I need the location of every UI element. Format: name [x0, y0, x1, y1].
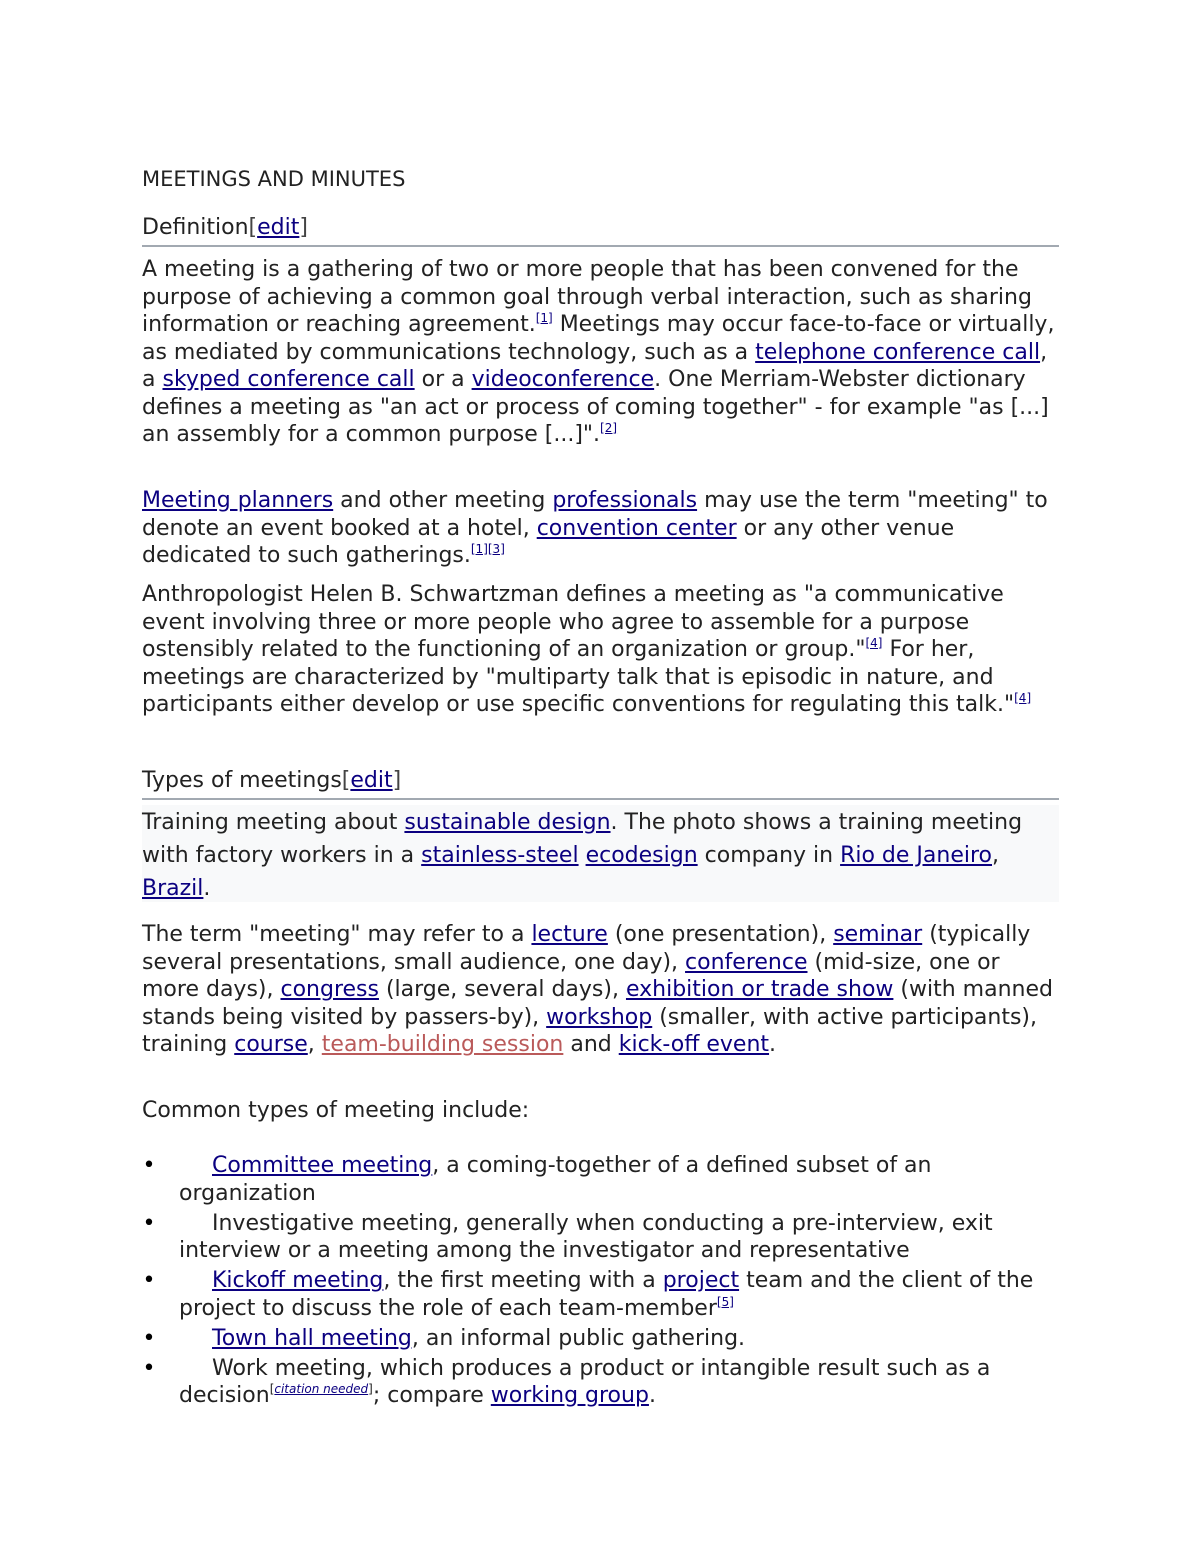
link-rio-de-janeiro[interactable]: Rio de Janeiro [840, 843, 993, 868]
list-item: • Investigative meeting, generally when conducting a pre-interview, exit interview or a meeting among the investigator and representative [142, 1210, 993, 1263]
link-committee-meeting[interactable]: Committee meeting [212, 1153, 433, 1178]
link-town-hall-meeting[interactable]: Town hall meeting [212, 1325, 412, 1351]
types-paragraph: The term "meeting" may refer to a lecture (one presentation), seminar (typically several presentations, small audience, one day), conference (mid-size, one or more days), congress (large, several days), exhibition or trade show (with manned stands being visited by passers-by), workshop (smaller, with active participants), training course, team-building session and kick-off event. [142, 922, 1053, 1057]
list-item: • Work meeting, which produces a product or intangible result such as a decision[citation needed]; compare working group. [142, 1355, 991, 1408]
citation-ref[interactable]: [1] [470, 542, 488, 556]
link-working-group[interactable]: working group [490, 1383, 649, 1408]
link-exhibition-or-trade-show[interactable]: exhibition or trade show [625, 977, 894, 1002]
citation-ref[interactable]: [1] [535, 311, 553, 325]
link-team-building-session[interactable]: team-building session [321, 1032, 564, 1057]
definition-paragraph-3: Anthropologist Helen B. Schwartzman defines a meeting as "a communicative event involving three or more people who agree to assemble for a purpose ostensibly related to the functioning of an organization or group."[4] For her, meetings are characterized by "multiparty talk that is episodic in nature, and participants either develop or use specific conventions for regulating this talk."[4] [142, 582, 1032, 717]
link-conference[interactable]: conference [685, 949, 808, 975]
citation-ref[interactable]: [4] [865, 636, 883, 650]
section-heading-definition: Definition[edit] [142, 214, 1059, 247]
list-item: • Committee meeting, a coming-together of a defined subset of an organization [142, 1153, 932, 1206]
bullet-icon: • [142, 1268, 156, 1293]
link-professionals[interactable]: professionals [552, 488, 698, 513]
bullet-icon: • [142, 1355, 156, 1381]
link-kickoff-meeting[interactable]: Kickoff meeting [212, 1268, 384, 1293]
link-brazil[interactable]: Brazil [142, 876, 204, 901]
bullet-icon: • [142, 1153, 156, 1178]
definition-paragraph-2: Meeting planners and other meeting professionals may use the term "meeting" to denote an event booked at a hotel, convention center or any other venue dedicated to such gatherings.[1][3] [142, 488, 1048, 568]
document-title: MEETINGS AND MINUTES [142, 167, 406, 191]
link-videoconference[interactable]: videoconference [471, 367, 655, 392]
link-citation-needed[interactable]: citation needed [274, 1382, 369, 1396]
bullet-icon: • [142, 1325, 156, 1351]
citation-ref[interactable]: [3] [487, 542, 505, 556]
list-item: • Kickoff meeting, the first meeting with a project team and the client of the project to discuss the role of each team-member[5] [142, 1268, 1034, 1321]
link-stainless-steel[interactable]: stainless-steel [421, 843, 579, 868]
link-project[interactable]: project [662, 1268, 740, 1293]
link-course[interactable]: course [234, 1032, 308, 1057]
link-ecodesign[interactable]: ecodesign [585, 843, 698, 868]
image-caption: Training meeting about sustainable design. The photo shows a training meeting with factory workers in a stainless-steel ecodesign company in Rio de Janeiro, Brazil. [142, 805, 1059, 902]
link-telephone-conference-call[interactable]: telephone conference call [755, 339, 1041, 365]
link-congress[interactable]: congress [280, 977, 379, 1002]
citation-ref[interactable]: [4] [1014, 691, 1032, 705]
link-kick-off-event[interactable]: kick-off event [618, 1032, 770, 1057]
heading-text: Types of meetings [142, 768, 342, 793]
link-meeting-planners[interactable]: Meeting planners [142, 488, 334, 513]
common-types-intro: Common types of meeting include: [142, 1098, 530, 1123]
edit-link-definition[interactable]: edit [257, 215, 300, 240]
definition-paragraph-1: A meeting is a gathering of two or more people that has been convened for the purpose of achieving a common goal through verbal interaction, such as sharing information or reaching agreement.[1] Meetings may occur face-to-face or virtually, as mediated by communications technology, such as a telephone conference call, a skyped conference call or a videoconference. One Merriam-Webster dictionary defines a meeting as "an act or process of coming together" - for example "as [...] an assembly for a common purpose [...]".[2] [142, 257, 1055, 447]
link-lecture[interactable]: lecture [531, 922, 608, 947]
section-heading-types: Types of meetings[edit] [142, 767, 1059, 800]
link-seminar[interactable]: seminar [833, 922, 923, 947]
link-convention-center[interactable]: convention center [536, 515, 737, 541]
citation-ref[interactable]: [2] [600, 421, 618, 435]
link-workshop[interactable]: workshop [546, 1004, 653, 1030]
link-skyped-conference-call[interactable]: skyped conference call [162, 367, 415, 392]
heading-text: Definition [142, 215, 249, 240]
edit-link-types[interactable]: edit [350, 768, 393, 793]
link-sustainable-design[interactable]: sustainable design [404, 810, 611, 835]
bullet-icon: • [142, 1210, 156, 1236]
meeting-types-list [142, 1152, 1062, 1412]
citation-ref[interactable]: [5] [716, 1294, 734, 1309]
list-item: • Town hall meeting, an informal public gathering. [142, 1325, 746, 1351]
